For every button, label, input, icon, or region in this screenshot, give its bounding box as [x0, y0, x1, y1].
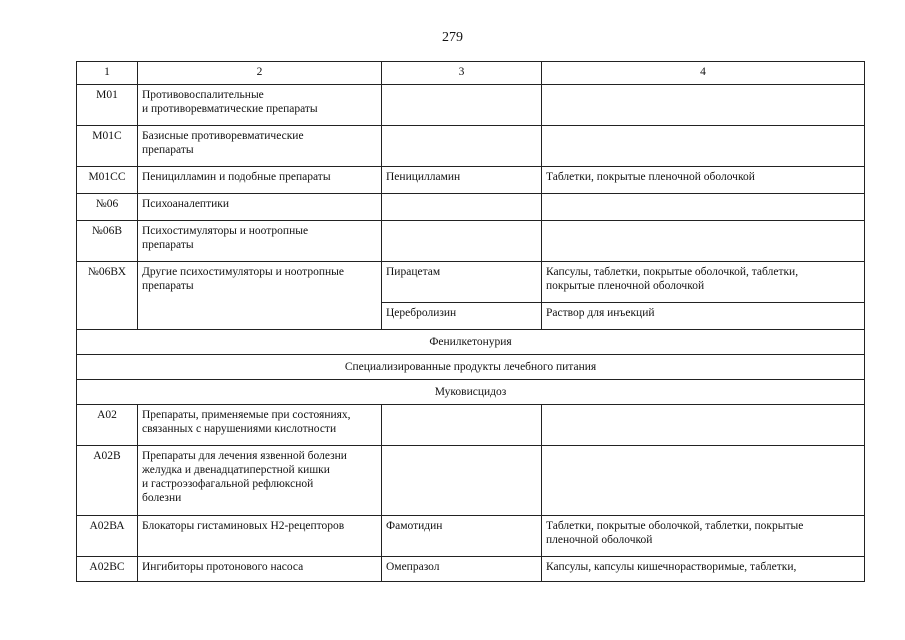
group-name: Ингибиторы протонового насоса — [138, 557, 382, 582]
dosage-form — [542, 405, 865, 446]
dosage-form — [542, 194, 865, 221]
table-row — [77, 221, 865, 262]
table-row — [77, 262, 865, 303]
dosage-form: Раствор для инъекций — [542, 303, 865, 330]
dosage-form: Капсулы, таблетки, покрытые оболочкой, таблетки, покрытые пленочной оболочкой — [542, 262, 865, 303]
group-name: Базисные противоревматические препараты — [138, 126, 382, 167]
drug-name — [382, 194, 542, 221]
atc-code: А02ВА — [77, 516, 138, 557]
column-header-1: 1 — [77, 62, 138, 85]
table-row — [77, 167, 865, 194]
drug-name: Пирацетам — [382, 262, 542, 303]
dosage-form: Капсулы, капсулы кишечнорастворимые, таблетки, — [542, 557, 865, 582]
dosage-form: Таблетки, покрытые пленочной оболочкой — [542, 167, 865, 194]
drug-name — [382, 85, 542, 126]
group-name: Психостимуляторы и ноотропные препараты — [138, 221, 382, 262]
dosage-form — [542, 221, 865, 262]
drug-name — [382, 405, 542, 446]
table-row — [77, 516, 865, 557]
group-name: Психоаналептики — [138, 194, 382, 221]
section-row — [77, 330, 865, 355]
group-name: Пеницилламин и подобные препараты — [138, 167, 382, 194]
atc-code: №06 — [77, 194, 138, 221]
table-row — [77, 85, 865, 126]
atc-code: M01C — [77, 126, 138, 167]
drug-table — [76, 61, 865, 582]
group-name: Противовоспалительные и противоревматические препараты — [138, 85, 382, 126]
dosage-form — [542, 446, 865, 516]
section-row — [77, 355, 865, 380]
drug-name — [382, 446, 542, 516]
section-title: Фенилкетонурия — [77, 330, 865, 355]
dosage-form — [542, 85, 865, 126]
atc-code: А02 — [77, 405, 138, 446]
dosage-form: Таблетки, покрытые оболочкой, таблетки, покрытые пленочной оболочкой — [542, 516, 865, 557]
drug-name — [382, 126, 542, 167]
atc-code: №06В — [77, 221, 138, 262]
drug-name: Церебролизин — [382, 303, 542, 330]
atc-code: M01CC — [77, 167, 138, 194]
dosage-form — [542, 126, 865, 167]
drug-name: Фамотидин — [382, 516, 542, 557]
section-title: Муковисцидоз — [77, 380, 865, 405]
column-header-3: 3 — [382, 62, 542, 85]
atc-code: M01 — [77, 85, 138, 126]
column-header-4: 4 — [542, 62, 865, 85]
group-name: Другие психостимуляторы и ноотропные препараты — [138, 262, 382, 330]
table-row — [77, 557, 865, 582]
table-row — [77, 126, 865, 167]
atc-code: А02В — [77, 446, 138, 516]
group-name: Блокаторы гистаминовых Н2-рецепторов — [138, 516, 382, 557]
section-title: Специализированные продукты лечебного питания — [77, 355, 865, 380]
table-row — [77, 446, 865, 516]
group-name: Препараты для лечения язвенной болезни желудка и двенадцатиперстной кишки и гастроэзофагальной рефлюксной болезни — [138, 446, 382, 516]
page-number: 279 — [442, 30, 463, 45]
group-name: Препараты, применяемые при состояниях, связанных с нарушениями кислотности — [138, 405, 382, 446]
table-row — [77, 194, 865, 221]
drug-name — [382, 221, 542, 262]
table-row — [77, 405, 865, 446]
section-row — [77, 380, 865, 405]
column-header-2: 2 — [138, 62, 382, 85]
atc-code: №06ВХ — [77, 262, 138, 330]
drug-name: Пеницилламин — [382, 167, 542, 194]
header-row — [77, 62, 865, 85]
atc-code: А02ВС — [77, 557, 138, 582]
drug-name: Омепразол — [382, 557, 542, 582]
